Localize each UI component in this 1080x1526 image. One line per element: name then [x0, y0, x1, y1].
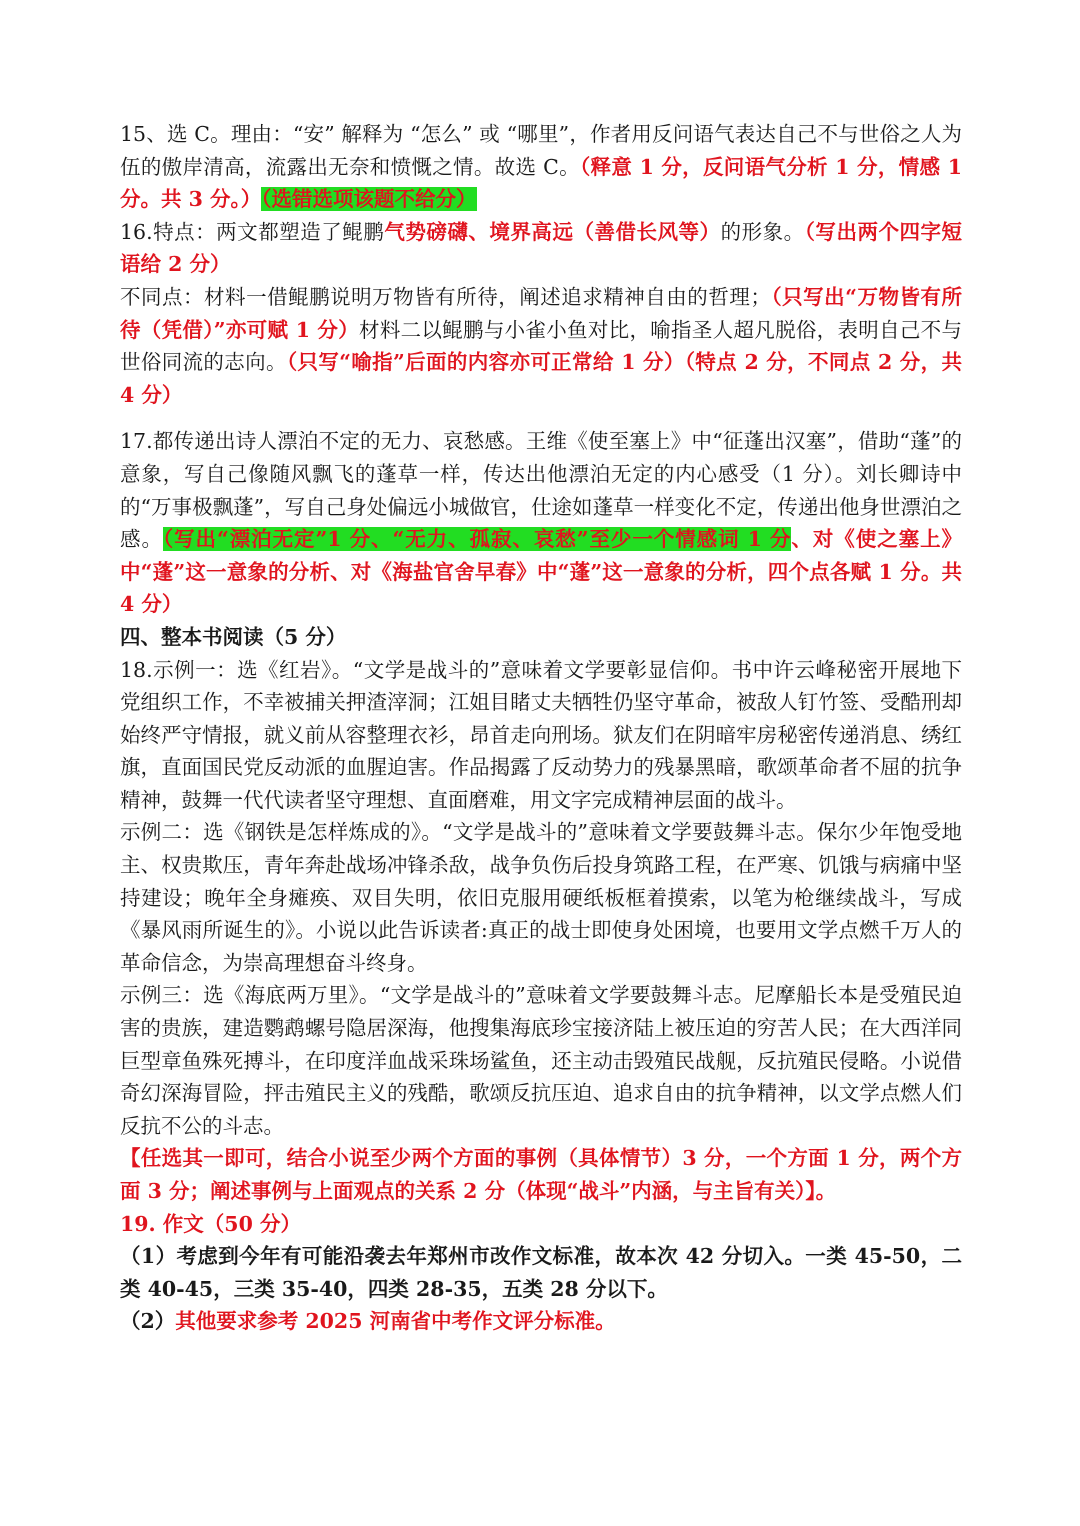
answer-16-diff-a: 不同点：材料一借鲲鹏说明万物皆有所待，阐述追求精神自由的哲理； — [120, 284, 771, 309]
section-4-heading: 四、整本书阅读（5 分） — [120, 624, 347, 649]
answer-18-example-2: 示例二：选《钢铁是怎样炼成的》。“文学是战斗的”意味着文学要鼓舞斗志。保尔少年饱受地主、权贵欺压，青年奔赴战场冲锋杀敌，战争负伤后投身筑路工程，在严寒、饥饿与病痛中坚持建设；晚年全身瘫痪、双目失明，依旧克服用硬纸板框着摸索，以笔为枪继续战斗，写成《暴风雨所诞生的》。小说以此告诉读者:真正的战士即使身处困境，也要用文学点燃千万人的革命信念，为崇高理想奋斗终身。 — [120, 820, 962, 975]
answer-19-item-2-number: （2） — [120, 1309, 176, 1334]
answer-17-text: 17.都传递出诗人漂泊不定的无力、哀愁感。王维《使至塞上》中“征蓬出汉塞”，借助“蓬”的意象，写自己像随风飘飞的蓬草一样，传达出他漂泊无定的内心感受（1 分）。刘长卿诗中的“万事极飘蓬”，写自己身处偏远小城做官，仕途如蓬草一样变化不定，传递出他身世漂泊之感。 — [120, 429, 962, 552]
answer-16-diff-c: 材料二以鲲鹏与小雀小鱼对比，喻指圣人超凡脱俗，表明自己不与世俗同流的志向。 — [120, 317, 962, 375]
answer-16-feature-b: 气势磅礴、境界高远（善借长风等） — [384, 219, 721, 244]
answer-19-heading: 19. 作文（50 分） — [120, 1211, 301, 1236]
answer-15 — [120, 118, 962, 216]
answer-16-feature — [120, 216, 962, 281]
answer-15-text: 15、选 C。理由：“安” 解释为 “怎么” 或 “哪里”，作者用反问语气表达自己不与世俗之人为伍的傲岸清高，流露出无奈和愤慨之情。故选 C。 — [120, 122, 962, 179]
answer-19-item-2 — [120, 1305, 962, 1338]
answer-18-score: 【任选其一即可，结合小说至少两个方面的事例（具体情节）3 分，一个方面 1 分，两个方面 3 分；阐述事例与上面观点的关系 2 分（体现“战斗”内涵，与主旨有关）】。 — [120, 1146, 962, 1203]
answer-17-score-rest: 、对《使之塞上》中“蓬”这一意象的分析、对《海盐官舍早春》中“蓬”这一意象的分析，四个点各赋 1 分。共 4 分） — [120, 527, 963, 617]
answer-18-example-3: 示例三：选《海底两万里》。“文学是战斗的”意味着文学要鼓舞斗志。尼摩船长本是受殖民迫害的贵族，建造鹦鹉螺号隐居深海，他搜集海底珍宝接济陆上被压迫的穷苦人民；在大西洋同巨型章鱼殊死搏斗，在印度洋血战采珠场鲨鱼，还主动击毁殖民战舰，反抗殖民侵略。小说借奇幻深海冒险，抨击殖民主义的残酷，歌颂反抗压迫、追求自由的抗争精神，以文学点燃人们反抗不公的斗志。 — [120, 983, 962, 1138]
answer-16-feature-a: 16.特点：两文都塑造了鲲鹏 — [120, 219, 385, 244]
answer-16-feature-c: 的形象。 — [720, 219, 805, 244]
answer-17-score-highlight: （写出“漂泊无定”1 分、“无力、孤寂、哀愁”至少一个情感词 1 分 — [162, 527, 792, 552]
answer-18-example-1: 18.示例一：选《红岩》。“文学是战斗的”意味着文学要彰显信仰。书中许云峰秘密开展地下党组织工作，不幸被捕关押渣滓洞；江姐目睹丈夫牺牲仍坚守革命，被敌人钉竹签、受酷刑却始终严守情报，就义前从容整理衣衫，昂首走向刑场。狱友们在阴暗牢房秘密传递消息、绣红旗，直面国民党反动派的血腥迫害。作品揭露了反动势力的残暴黑暗，歌颂革命者不屈的抗争精神，鼓舞一代代读者坚守理想、直面磨难，用文字完成精神层面的战斗。 — [120, 657, 962, 812]
answer-16-difference — [120, 281, 962, 411]
answer-15-note: （选错选项该题不给分） — [261, 187, 477, 212]
answer-19-item-2-text: 其他要求参考 2025 河南省中考作文评分标准。 — [175, 1309, 616, 1334]
answer-17 — [120, 425, 962, 621]
answer-16-diff-b: （只写出“万物皆有所待（凭借）”亦可赋 1 分） — [120, 284, 962, 342]
answer-19-item-1: （1）考虑到今年有可能沿袭去年郑州市改作文标准，故本次 42 分切入。一类 45-50，二类 40-45，三类 35-40，四类 28-35，五类 28 分以下。 — [120, 1244, 962, 1301]
answer-15-score: （释意 1 分，反问语气分析 1 分，情感 1 分。共 3 分。） — [120, 154, 963, 212]
answer-16-feature-score: （写出两个四字短语给 2 分） — [120, 219, 963, 277]
answer-16-diff-score: （只写“喻指”后面的内容亦可正常给 1 分）（特点 2 分，不同点 2 分，共 4 分） — [120, 350, 963, 407]
